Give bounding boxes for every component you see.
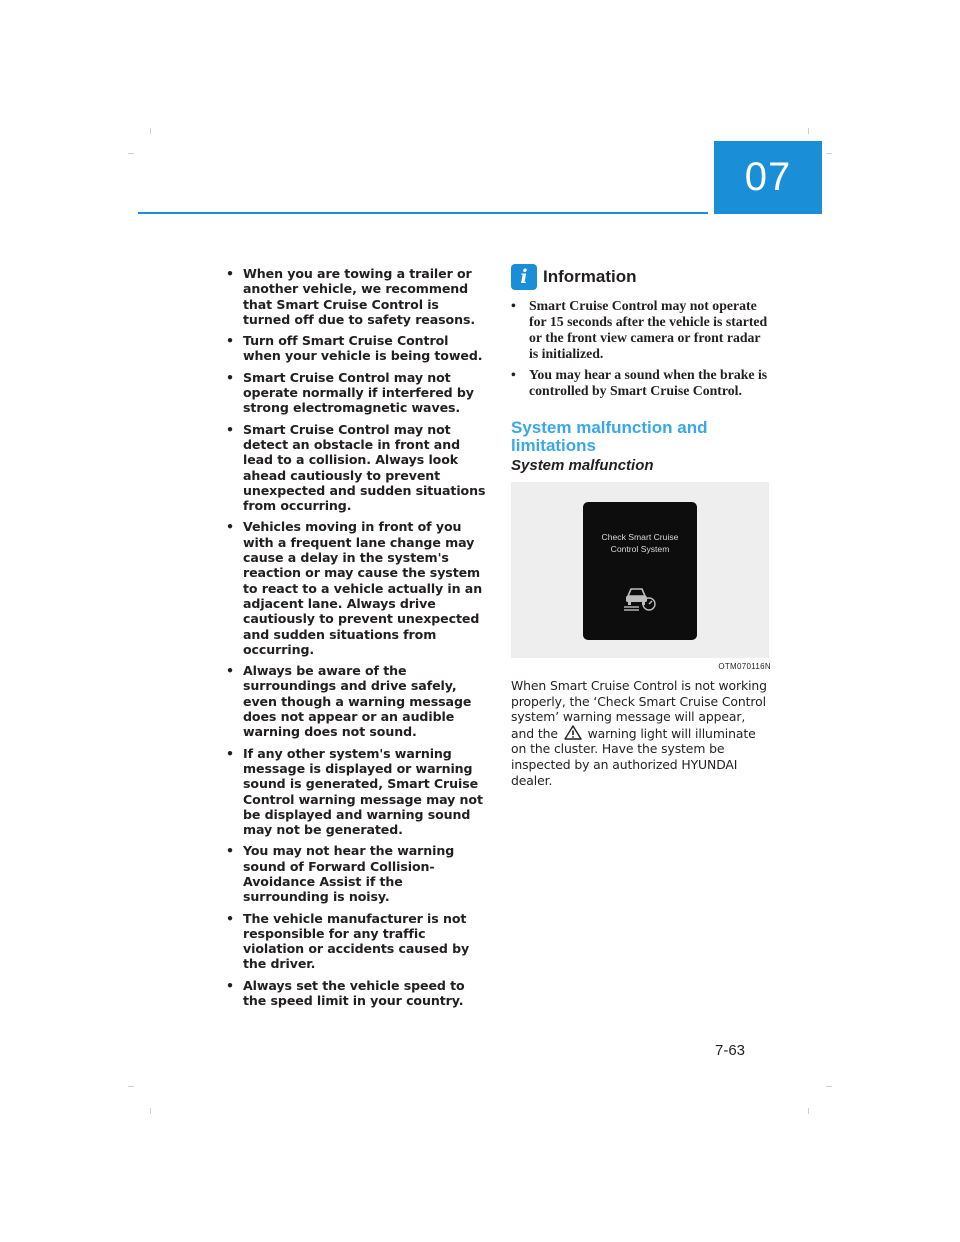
crop-mark <box>808 1108 809 1114</box>
crop-mark <box>128 1086 134 1087</box>
caution-item: • Always set the vehicle speed to the speed limit in your country. <box>226 978 488 1009</box>
caution-item: • If any other system's warning message is displayed or warning sound is generated, Smart Cruise Control warning message may not be displayed and warning sound may not be generated. <box>226 746 488 838</box>
description-text: When Smart Cruise Control is not working properly, the ‘Check Smart Cruise Control system’ warning message will appear, and the <box>511 678 767 741</box>
right-column <box>511 264 771 801</box>
subsection-title: System malfunction <box>511 457 654 474</box>
cluster-figure <box>511 482 769 658</box>
left-column <box>226 266 488 1014</box>
information-item: • You may hear a sound when the brake is controlled by Smart Cruise Control. <box>511 367 771 399</box>
information-title: Information <box>543 267 637 286</box>
crop-mark <box>150 1108 151 1114</box>
figure-code: OTM070116N <box>718 662 771 671</box>
section-title: System malfunction and limitations <box>511 418 708 455</box>
caution-item: • Smart Cruise Control may not operate normally if interfered by strong electromagnetic waves. <box>226 370 488 416</box>
malfunction-description <box>511 678 771 788</box>
caution-item: • Smart Cruise Control may not detect an obstacle in front and lead to a collision. Always look ahead cautiously to prevent unexpected and sudden situations from occurring. <box>226 422 488 514</box>
smart-cruise-car-icon <box>623 582 657 612</box>
caution-item: • You may not hear the warning sound of Forward Collision-Avoidance Assist if the surrounding is noisy. <box>226 843 488 904</box>
information-list <box>511 298 771 399</box>
information-item: • Smart Cruise Control may not operate for 15 seconds after the vehicle is started or the front view camera or front radar is initialized. <box>511 298 771 362</box>
crop-mark <box>128 153 134 154</box>
caution-item: • Vehicles moving in front of you with a frequent lane change may cause a delay in the system's reaction or may cause the system to react to a vehicle actually in an adjacent lane. Always drive cautiously to prevent unexpected and sudden situations from occurring. <box>226 519 488 657</box>
crop-mark <box>826 1086 832 1087</box>
warning-triangle-icon <box>564 725 582 740</box>
chapter-number: 07 <box>744 155 792 199</box>
cluster-message-line: Control System <box>610 544 670 554</box>
description-text: warning light will illuminate on the cluster. Have the system be inspected by an authorized HYUNDAI dealer. <box>511 725 756 788</box>
cluster-warning-message <box>583 531 697 555</box>
cluster-display <box>583 502 697 640</box>
crop-mark <box>150 128 151 134</box>
caution-item: • Always be aware of the surroundings and drive safely, even though a warning message does not appear or an audible warning does not sound. <box>226 663 488 739</box>
caution-item: • The vehicle manufacturer is not responsible for any traffic violation or accidents caused by the driver. <box>226 911 488 972</box>
chapter-tab <box>714 141 822 214</box>
cluster-message-line: Check Smart Cruise <box>601 532 679 542</box>
caution-item: • Turn off Smart Cruise Control when your vehicle is being towed. <box>226 333 488 364</box>
info-icon: i <box>511 264 537 290</box>
page-number: 7-63 <box>715 1042 746 1059</box>
caution-list <box>226 266 488 1008</box>
caution-item: • When you are towing a trailer or another vehicle, we recommend that Smart Cruise Control is turned off due to safety reasons. <box>226 266 488 327</box>
crop-mark <box>808 128 809 134</box>
information-header <box>511 264 771 290</box>
crop-mark <box>826 153 832 154</box>
header-rule <box>138 212 708 214</box>
